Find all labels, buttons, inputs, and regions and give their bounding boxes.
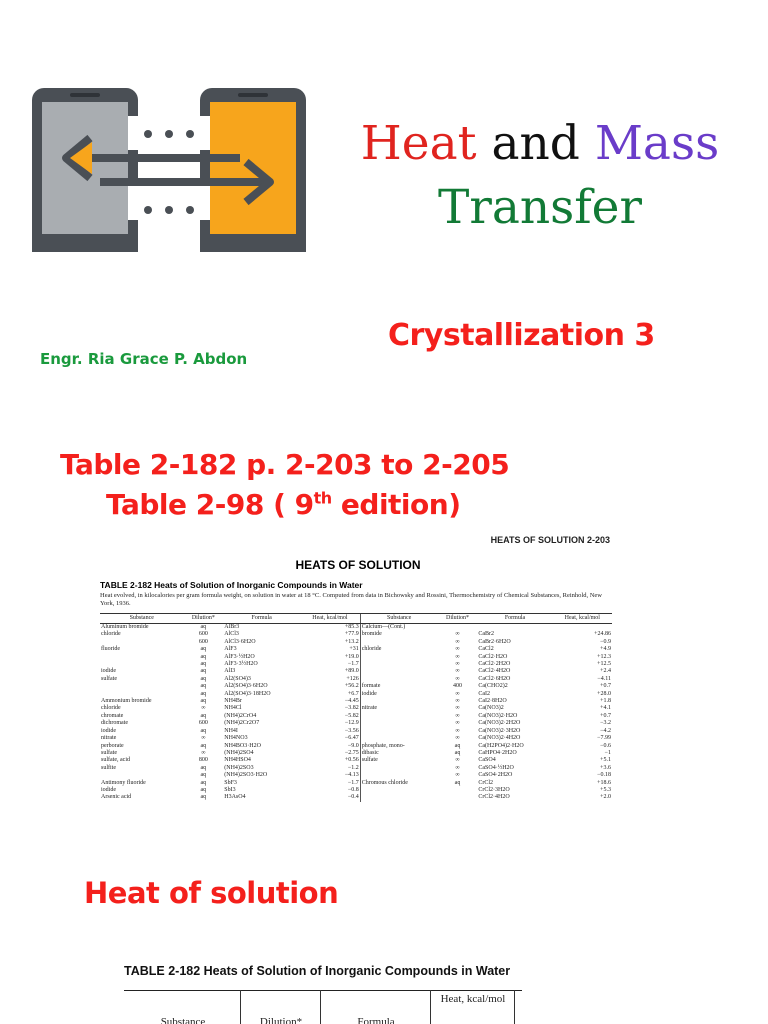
table-cell: AlCl3·6H2O: [224, 638, 256, 645]
table-row: [100, 698, 612, 705]
table-cell: [100, 772, 183, 779]
crop-header-dilution: Dilution*: [259, 1016, 303, 1024]
table-cell: SbF3: [224, 779, 237, 786]
page-title: [330, 112, 750, 240]
table-cell: chloride: [101, 705, 121, 712]
table-cell: −3.56: [344, 727, 359, 734]
table-cell: chloride: [360, 646, 437, 653]
table-cell: +2.0: [600, 794, 611, 801]
table-cell: Antimony fluoride: [101, 779, 146, 786]
table-cell: +1.8: [600, 698, 611, 705]
table-cell: aq: [200, 742, 207, 749]
crop-header-heat: Heat, kcal/mol: [440, 993, 506, 1005]
table-header-cell: Formula: [223, 614, 300, 624]
table-cell: −12.9: [344, 720, 359, 727]
table-cell: sulfite: [101, 764, 116, 771]
table-header-cell: Dilution*: [183, 614, 223, 624]
table-cell: CaCl2·6H2O: [478, 675, 511, 682]
table-cell: aq: [200, 764, 207, 771]
table-cell: Calcium—(Cont.): [360, 624, 437, 632]
table-cell: (NH4)2SO3: [224, 764, 254, 771]
table-row: [100, 624, 612, 632]
table-cell: CaSO4·½H2O: [478, 764, 514, 771]
table-cell: aq: [200, 786, 207, 793]
table-cell: [438, 624, 478, 632]
table-cell: ∞: [455, 764, 460, 771]
table-cell: [553, 624, 612, 632]
table-cell: +28.0: [597, 690, 611, 697]
table-row: [100, 780, 612, 787]
table-cell: [360, 698, 437, 705]
table-cell: Aluminum bromide: [101, 624, 149, 630]
table-row: [100, 639, 612, 646]
table-cell: −1.7: [347, 661, 359, 668]
table-cell: +3.6: [600, 764, 611, 771]
table-row: [100, 683, 612, 690]
table-header-cell: Substance: [360, 614, 437, 624]
title-word-transfer: Transfer: [438, 180, 642, 235]
author-name: Engr. Ria Grace P. Abdon: [40, 350, 248, 368]
table-cell: phosphate, mono-: [360, 743, 437, 750]
table-cell: aq: [200, 727, 207, 734]
table-cell: (NH4)2SO4: [224, 749, 254, 756]
table-cell: Al2(SO4)3·18H2O: [224, 690, 271, 697]
table-cell: 600: [198, 638, 208, 645]
table-header-cell: Heat, kcal/mol: [300, 614, 360, 624]
table-cell: [360, 765, 437, 772]
table-cell: NH4I: [224, 727, 238, 734]
table-cell: [100, 661, 183, 668]
scan-page-title: HEATS OF SOLUTION: [295, 558, 421, 572]
table-cell: ∞: [455, 727, 460, 734]
table-cell: +0.7: [600, 712, 611, 719]
table-row: [100, 757, 612, 764]
table-cell: aq: [200, 683, 207, 690]
table-cell: ∞: [201, 749, 206, 756]
table-row: [100, 772, 612, 779]
table-cell: ∞: [455, 631, 460, 638]
table-cell: nitrate: [360, 705, 437, 712]
crop-table-caption: TABLE 2-182 Heats of Solution of Inorganic Compounds in Water: [124, 964, 511, 978]
table-cell: aq: [200, 772, 207, 779]
table-row: [100, 713, 612, 720]
table-cell: aq: [200, 698, 207, 705]
table-cell: −1: [604, 749, 611, 756]
table-cell: ∞: [455, 653, 460, 660]
table-cell: dibasic: [360, 750, 437, 757]
table-cell: aq: [200, 675, 207, 682]
table-cell: sulfate: [101, 675, 117, 682]
table-cell: −0.6: [600, 742, 611, 749]
table-cell: aq: [454, 749, 461, 756]
table-cell: −4.11: [597, 675, 611, 682]
table-cell: ∞: [455, 638, 460, 645]
table-cell: ∞: [201, 705, 206, 712]
table-cell: chloride: [101, 631, 121, 638]
table-cell: −0.9: [600, 638, 611, 645]
heats-of-solution-table: [100, 613, 612, 802]
table-cell: +0.56: [344, 757, 359, 764]
table-cell: Ca(NO3)2: [478, 705, 504, 712]
table-row: [100, 743, 612, 750]
table-cell: aq: [200, 624, 207, 630]
table-cell: [100, 654, 183, 661]
table-cell: −4.45: [344, 698, 359, 705]
table-cell: dichromate: [101, 720, 128, 727]
table-cell: ∞: [201, 735, 206, 742]
table-cell: Chromous chloride: [360, 780, 437, 787]
table-cell: +18.6: [597, 779, 611, 786]
section-title: Crystallization 3: [388, 318, 655, 353]
table-cell: Ca(NO3)2·H2O: [478, 712, 518, 719]
table-cell: [360, 668, 437, 675]
table-cell: [360, 661, 437, 668]
table-header-crop: [122, 960, 522, 1024]
table-cell: NH4NO3: [224, 735, 248, 742]
table-row: [100, 676, 612, 683]
table-cell: AlI3: [224, 668, 236, 675]
table-cell: [100, 683, 183, 690]
table-header-cell: Dilution*: [438, 614, 478, 624]
table-cell: [360, 728, 437, 735]
table-cell: CaCl2·4H2O: [478, 668, 511, 675]
table-cell: +31: [349, 646, 359, 653]
table-cell: [438, 794, 478, 801]
table-cell: −2.75: [344, 749, 359, 756]
table-cell: −0.8: [347, 786, 359, 793]
table-cell: iodide: [360, 691, 437, 698]
table-cell: Ca(NO3)2·4H2O: [478, 735, 521, 742]
table-cell: Ca(NO3)2·2H2O: [478, 720, 521, 727]
table-cell: NH4Cl: [224, 705, 242, 712]
table-cell: ∞: [455, 772, 460, 779]
table-cell: aq: [200, 779, 207, 786]
table-cell: CaBr2·6H2O: [478, 638, 511, 645]
table-row: [100, 735, 612, 742]
table-cell: AlF3·3½H2O: [224, 661, 258, 668]
table-header-cell: Heat, kcal/mol: [553, 614, 612, 624]
table-cell: aq: [200, 653, 207, 660]
table-cell: chromate: [101, 712, 124, 719]
table-cell: (NH4)2CrO4: [224, 712, 257, 719]
title-word-heat: Heat: [360, 116, 477, 171]
table-row: [100, 787, 612, 794]
table-header-cell: Formula: [477, 614, 552, 624]
table-cell: −4.2: [600, 727, 611, 734]
table-cell: (NH4)2SO3·H2O: [224, 772, 268, 779]
table-cell: Ca(CHO2)2: [478, 683, 508, 690]
table-cell: +4.1: [600, 705, 611, 712]
table-cell: CaCl2·H2O: [478, 653, 508, 660]
table-cell: ∞: [455, 661, 460, 668]
table-cell: CaSO4: [478, 757, 496, 764]
table-cell: −0.4: [347, 794, 359, 801]
table-cell: aq: [200, 794, 207, 801]
table-cell: CaSO4·2H2O: [478, 772, 513, 779]
table-header-cell: Substance: [100, 614, 183, 624]
table-cell: +5.1: [600, 757, 611, 764]
table-cell: +89.0: [344, 668, 359, 675]
table-row: [100, 720, 612, 727]
table-cell: −3.2: [600, 720, 611, 727]
table-row: [100, 646, 612, 653]
table-cell: aq: [200, 668, 207, 675]
table-cell: CaBr2: [478, 631, 495, 638]
table-row: [100, 661, 612, 668]
table-cell: perborate: [101, 742, 124, 749]
table-row: [100, 750, 612, 757]
table-cell: +5.3: [600, 786, 611, 793]
table-cell: −5.82: [344, 712, 359, 719]
table-cell: [360, 720, 437, 727]
table-cell: +2.4: [600, 668, 611, 675]
table-cell: [360, 735, 437, 742]
table-cell: [100, 691, 183, 698]
crop-header-formula: Formula: [357, 1016, 395, 1024]
table-cell: CrCl2·4H2O: [478, 794, 510, 801]
table-cell: ∞: [455, 757, 460, 764]
table-cell: −4.13: [344, 772, 359, 779]
table-cell: H3AsO4: [224, 794, 246, 801]
table-cell: bromide: [360, 631, 437, 638]
table-cell: ∞: [455, 698, 460, 705]
table-cell: +13.2: [344, 638, 359, 645]
table-cell: +56.2: [344, 683, 359, 690]
table-row: [100, 691, 612, 698]
table-row: [100, 705, 612, 712]
table-cell: +6.7: [347, 690, 359, 697]
table-cell: −9.0: [347, 742, 359, 749]
table-cell: sulfate, acid: [101, 757, 130, 764]
table-cell: ∞: [455, 675, 460, 682]
title-word-mass: Mass: [594, 116, 720, 171]
table-cell: +85.3: [344, 624, 359, 630]
table-cell: CaHPO4·2H2O: [478, 749, 517, 756]
table-cell: formate: [360, 683, 437, 690]
table-cell: −7.99: [597, 735, 611, 742]
table-cell: aq: [200, 690, 207, 697]
table-row: [100, 765, 612, 772]
table-cell: NH4BO3·H2O: [224, 742, 261, 749]
table-row: [100, 794, 612, 801]
table-cell: ∞: [455, 735, 460, 742]
table-cell: aq: [200, 661, 207, 668]
table-cell: [360, 654, 437, 661]
table-cell: AlF3: [224, 646, 237, 653]
table-cell: 600: [198, 720, 208, 727]
table-cell: AlBr3: [224, 624, 240, 630]
table-cell: nitrate: [101, 735, 117, 742]
table-cell: SbI3: [224, 786, 236, 793]
table-cell: Arsenic acid: [101, 794, 132, 801]
table-cell: CaI2·8H2O: [478, 698, 507, 705]
table-cell: −1.2: [347, 764, 359, 771]
table-cell: +24.86: [594, 631, 611, 638]
table-row: [100, 668, 612, 675]
table-cell: +77.9: [344, 631, 359, 638]
table-cell: +12.5: [597, 661, 611, 668]
table-cell: +0.7: [600, 683, 611, 690]
table-cell: [360, 794, 437, 801]
phone-transfer-icon: [30, 86, 310, 252]
table-cell: CaCl2: [478, 646, 494, 653]
table-cell: +4.9: [600, 646, 611, 653]
table-cell: iodide: [101, 786, 116, 793]
table-cell: ∞: [455, 720, 460, 727]
table-cell: −0.18: [597, 772, 611, 779]
table-cell: 800: [198, 757, 208, 764]
table-cell: +12.3: [597, 653, 611, 660]
scan-table-note: Heat evolved, in kilocalories per gram formula weight, on solution in water at 18 °C. Computed from data in Bichowsky and Rossini, Thermochemistry of Chemical Substances, Reinhold, New York, 1936.: [100, 592, 602, 607]
table-cell: −3.82: [344, 705, 359, 712]
table-cell: Al2(SO4)3: [224, 675, 251, 682]
table-row: [100, 728, 612, 735]
table-cell: iodide: [101, 668, 116, 675]
table-cell: [360, 772, 437, 779]
table-cell: [360, 639, 437, 646]
table-cell: NH4Br: [224, 698, 242, 705]
table-cell: ∞: [455, 690, 460, 697]
table-cell: [360, 787, 437, 794]
table-cell: AlF3·½H2O: [224, 653, 255, 660]
table-cell: ∞: [455, 712, 460, 719]
table-cell: sulfate: [101, 749, 117, 756]
table-cell: 600: [198, 631, 208, 638]
table-cell: fluoride: [101, 646, 120, 653]
table-cell: ∞: [455, 668, 460, 675]
table-cell: CrCl2·3H2O: [478, 786, 510, 793]
table-cell: Al2(SO4)3·6H2O: [224, 683, 268, 690]
table-cell: [477, 624, 552, 632]
table-cell: [438, 787, 478, 794]
table-cell: 400: [452, 683, 462, 690]
table-cell: iodide: [101, 727, 116, 734]
table-cell: sulfate: [360, 757, 437, 764]
table-reference-line2: Table 2-98 ( 9th edition): [106, 488, 461, 521]
table-row: [100, 631, 612, 638]
table-cell: ∞: [455, 646, 460, 653]
table-cell: +19.0: [344, 653, 359, 660]
scan-page-header: HEATS OF SOLUTION 2-203: [490, 535, 610, 545]
table-cell: CaI2: [478, 690, 491, 697]
scanned-table-image: [98, 530, 618, 832]
scan-table-caption: TABLE 2-182 Heats of Solution of Inorganic Compounds in Water: [100, 580, 363, 590]
table-cell: aq: [200, 712, 207, 719]
table-cell: ∞: [455, 705, 460, 712]
table-cell: [360, 713, 437, 720]
crop-header-substance: Substance: [160, 1016, 206, 1024]
table-reference-line1: Table 2-182 p. 2-203 to 2-205: [60, 448, 510, 481]
table-cell: −1.7: [347, 779, 359, 786]
table-row: [100, 654, 612, 661]
title-word-and: and: [491, 116, 580, 171]
table-cell: Ammonium bromide: [101, 698, 152, 705]
table-cell: AlCl3: [224, 631, 239, 638]
table-cell: Ca(H2PO4)2·H2O: [478, 742, 524, 749]
table-cell: +126: [346, 675, 359, 682]
table-cell: CrCl2: [478, 779, 494, 786]
table-cell: Ca(NO3)2·3H2O: [478, 727, 521, 734]
table-cell: aq: [454, 779, 461, 786]
table-cell: (NH4)2Cr2O7: [224, 720, 260, 727]
table-cell: CaCl2·2H2O: [478, 661, 511, 668]
table-cell: aq: [200, 646, 207, 653]
heat-of-solution-heading: Heat of solution: [84, 876, 339, 910]
table-cell: −6.47: [344, 735, 359, 742]
table-cell: aq: [454, 742, 461, 749]
table-cell: NH4HSO4: [224, 757, 251, 764]
